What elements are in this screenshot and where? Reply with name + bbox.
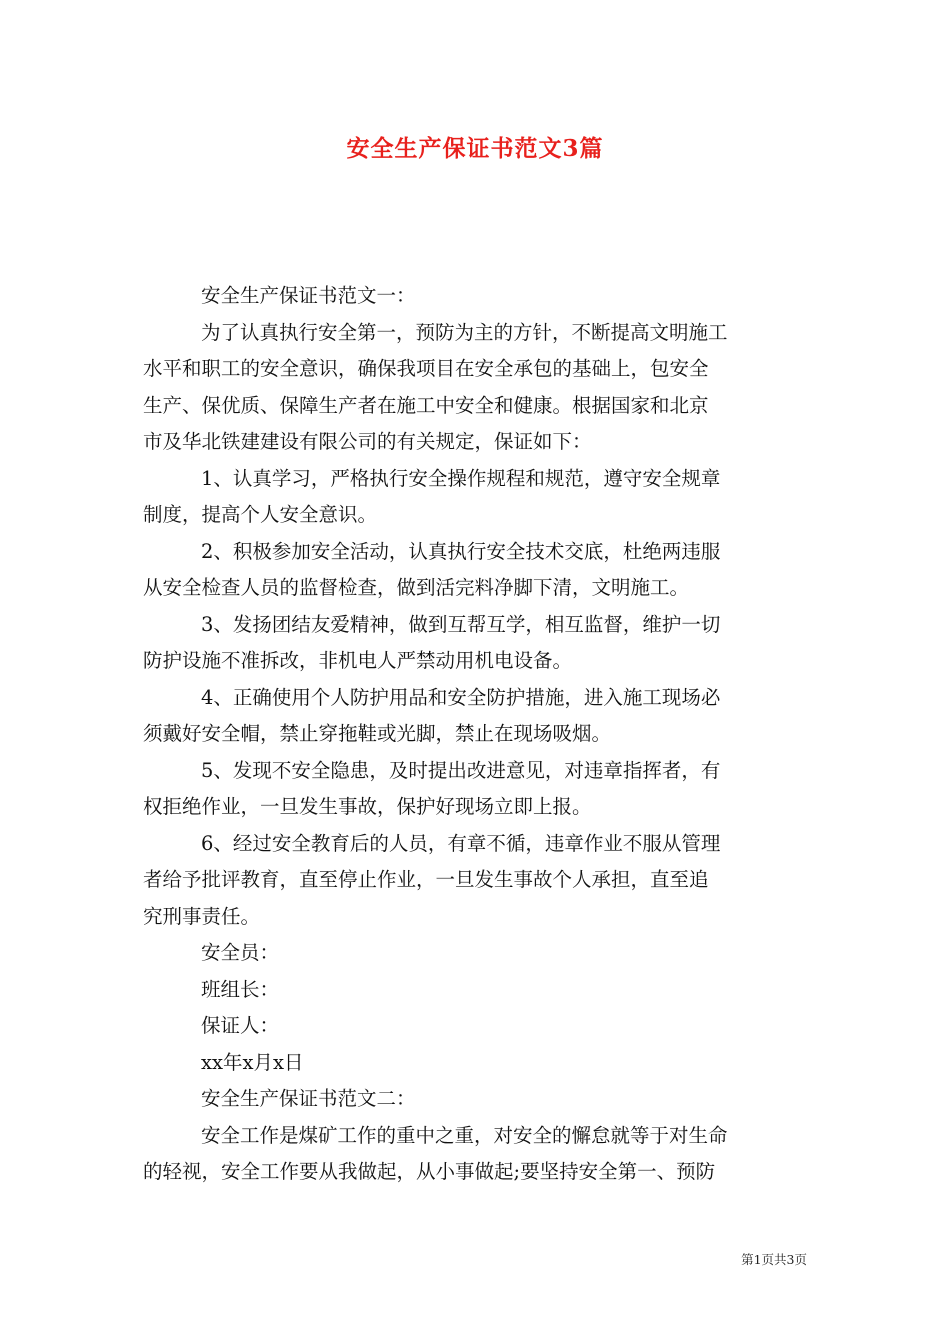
text-line: 水平和职工的安全意识，确保我项目在安全承包的基础上，包安全 — [143, 357, 709, 380]
text-line: 6、经过安全教育后的人员，有章不循，违章作业不服从管理 — [201, 831, 721, 855]
text-line: 者给予批评教育，直至停止作业，一旦发生事故个人承担，直至追 — [143, 868, 709, 891]
text-line: 保证人： — [201, 1014, 280, 1037]
text-line: 须戴好安全帽，禁止穿拖鞋或光脚，禁止在现场吸烟。 — [143, 722, 612, 745]
text-line: 2、积极参加安全活动，认真执行安全技术交底，杜绝两违服 — [201, 539, 721, 563]
page-number: 第1页共3页 — [741, 1252, 807, 1267]
text-line: 安全生产保证书范文二： — [201, 1087, 416, 1110]
document-title: 安全生产保证书范文3篇 — [346, 135, 604, 162]
text-line: 防护设施不准拆改，非机电人严禁动用机电设备。 — [143, 649, 573, 672]
text-line: 安全工作是煤矿工作的重中之重，对安全的懈怠就等于对生命 — [201, 1123, 728, 1147]
text-line: 安全生产保证书范文一： — [201, 284, 416, 307]
text-line: 为了认真执行安全第一，预防为主的方针，不断提高文明施工 — [201, 320, 728, 344]
text-line: 3、发扬团结友爱精神，做到互帮互学，相互监督，维护一切 — [201, 612, 721, 636]
document-body — [143, 278, 808, 1191]
text-line: 生产、保优质、保障生产者在施工中安全和健康。根据国家和北京 — [143, 393, 709, 417]
text-line: 从安全检查人员的监督检查，做到活完料净脚下清，文明施工。 — [143, 576, 690, 599]
text-line: 安全员： — [201, 941, 280, 964]
text-line: 5、发现不安全隐患，及时提出改进意见，对违章指挥者，有 — [201, 758, 721, 782]
text-line: 市及华北铁建建设有限公司的有关规定，保证如下： — [143, 430, 592, 453]
text-line: 的轻视，安全工作要从我做起，从小事做起;要坚持安全第一、预防 — [143, 1160, 716, 1183]
text-line: 班组长： — [201, 977, 280, 1001]
text-line: 4、正确使用个人防护用品和安全防护措施，进入施工现场必 — [201, 685, 721, 709]
text-line: 制度，提高个人安全意识。 — [143, 503, 378, 526]
text-line: 究刑事责任。 — [143, 904, 261, 928]
text-line: xx年x月x日 — [201, 1050, 304, 1074]
text-line: 权拒绝作业，一旦发生事故，保护好现场立即上报。 — [143, 795, 592, 818]
text-line: 1、认真学习，严格执行安全操作规程和规范，遵守安全规章 — [201, 466, 721, 490]
